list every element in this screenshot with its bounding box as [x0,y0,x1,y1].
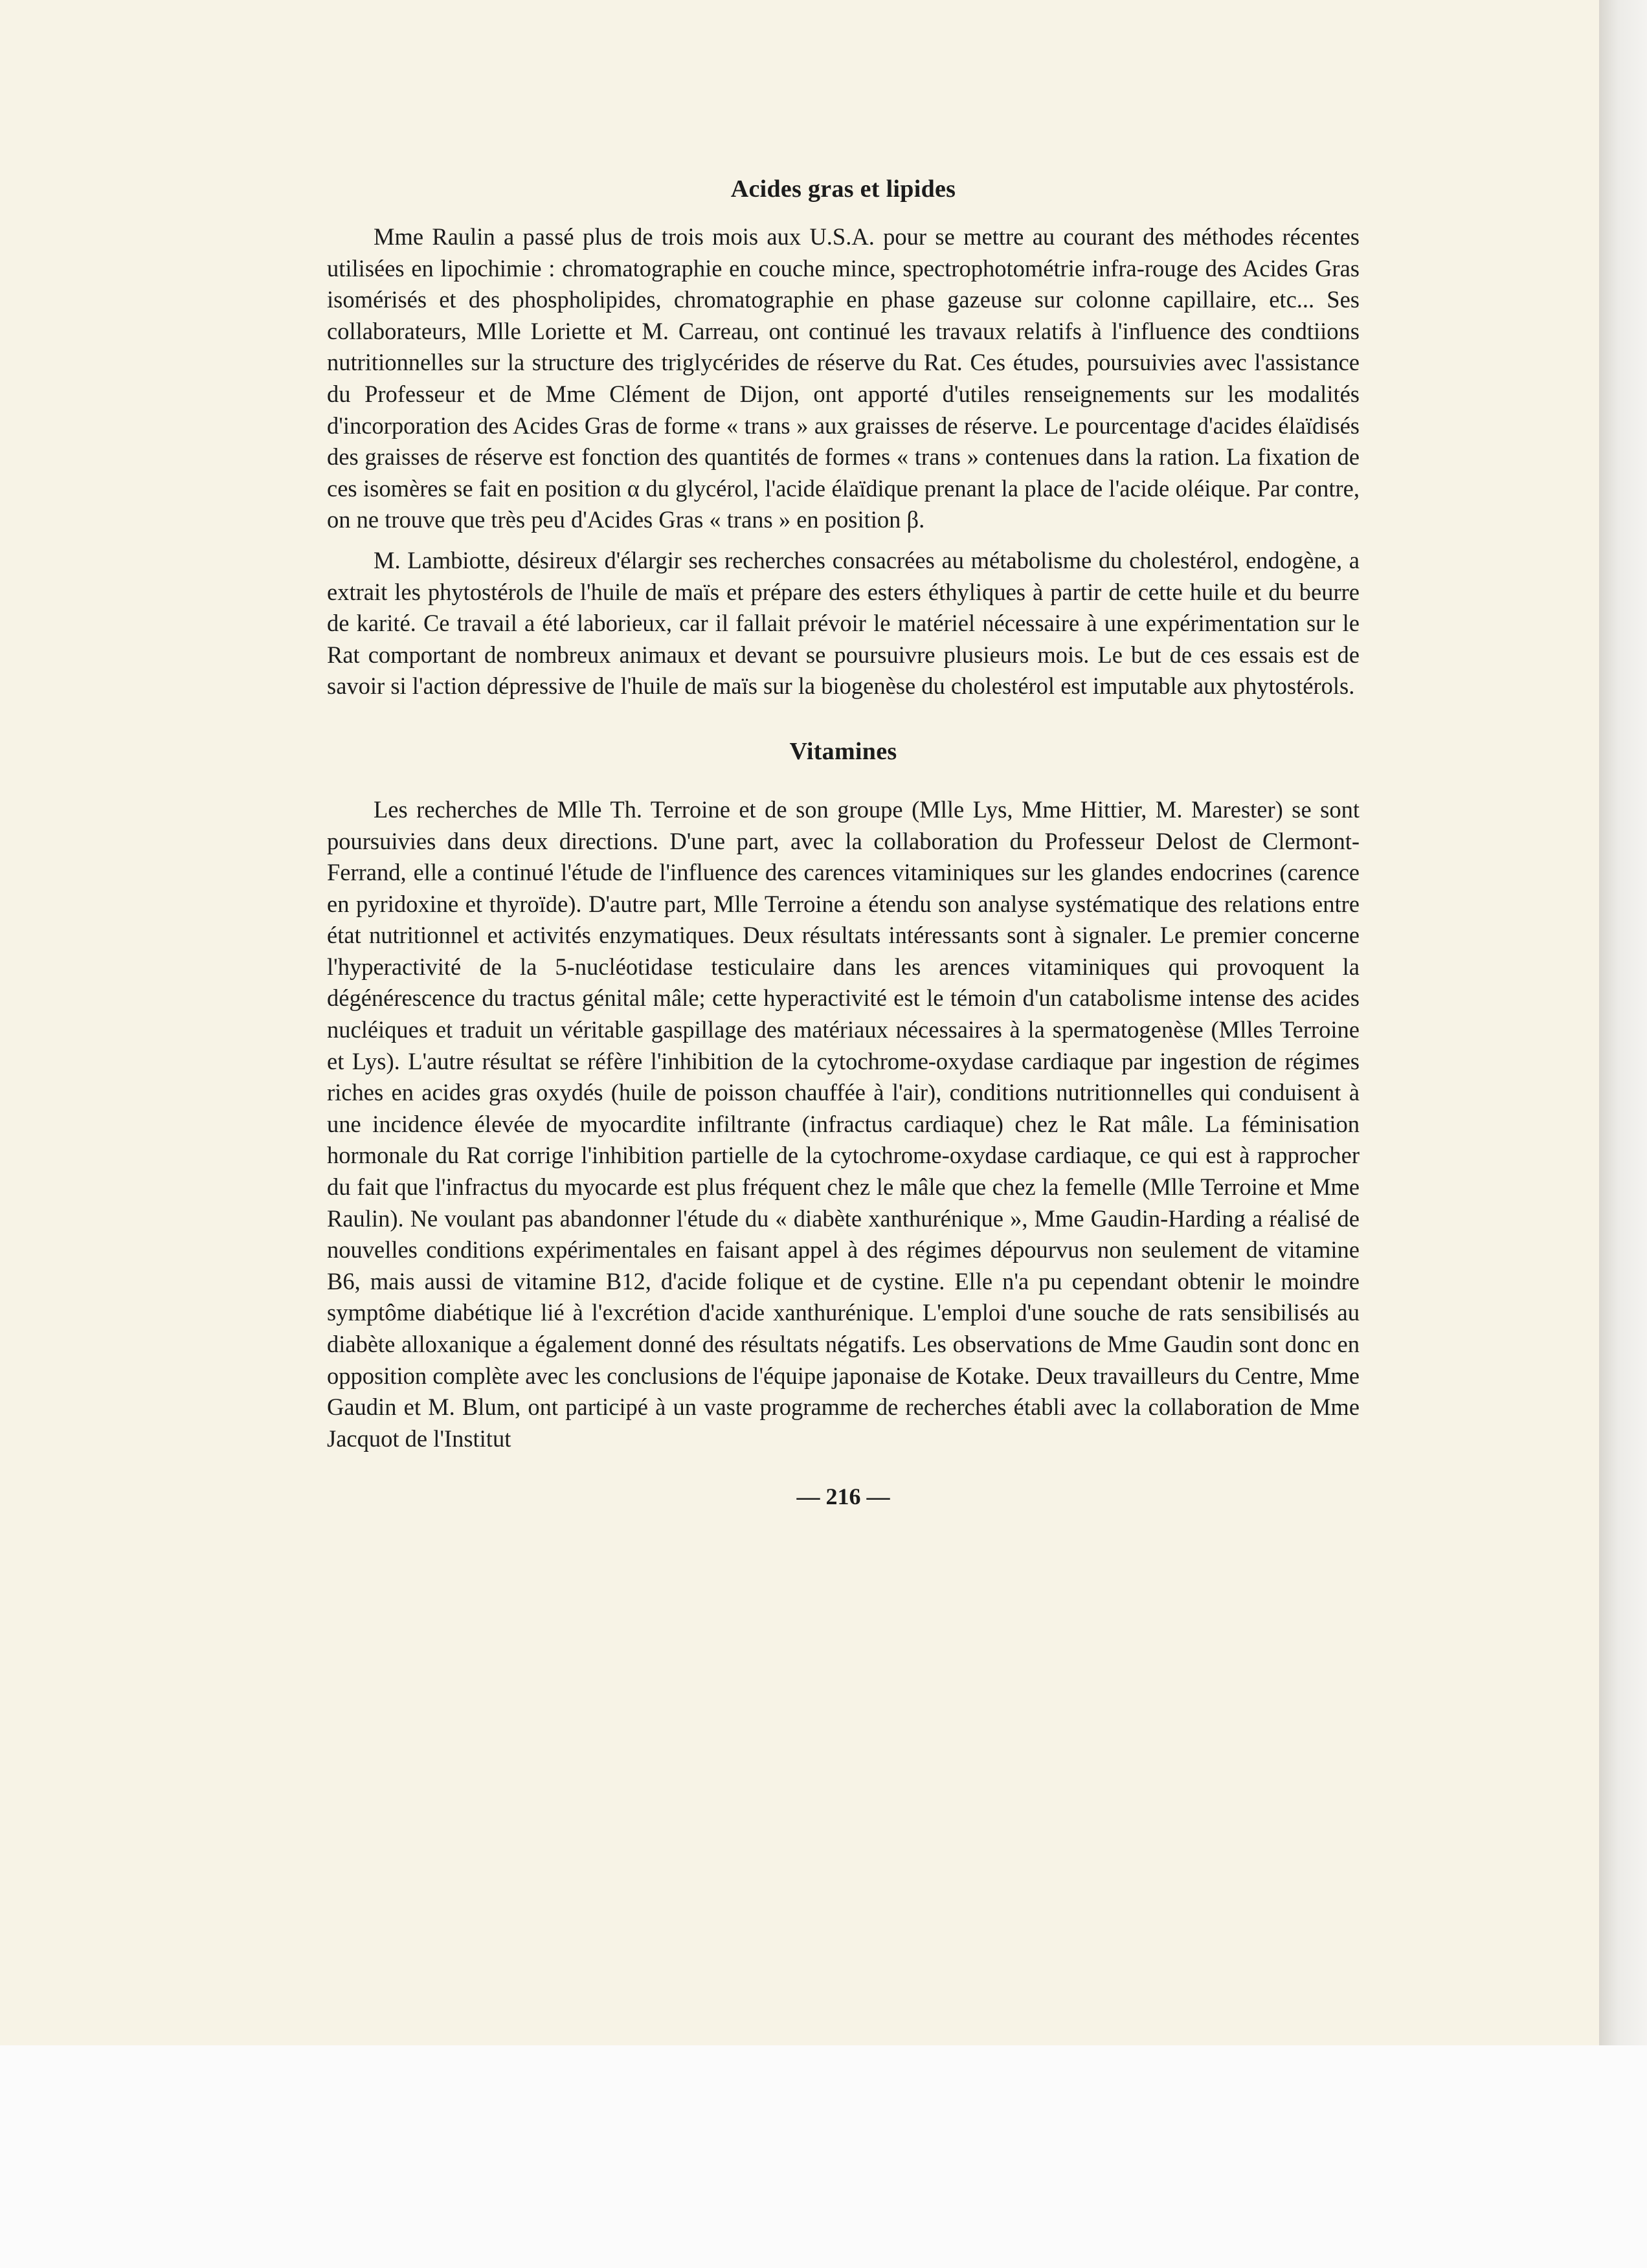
paragraph-raulin: Mme Raulin a passé plus de trois mois aux U.S.A. pour se mettre au courant des méthodes récentes utilisées en lipochimie : chromatographie en couche mince, spectrophotométrie infra-rouge des Acides Gras isomérisés et des phospholipides, chromatographie en phase gazeuse sur colonne capillaire, etc... Ses collaborateurs, Mlle Loriette et M. Carreau, ont continué les travaux relatifs à l'influence des condtiions nutritionnelles sur la structure des triglycérides de réserve du Rat. Ces études, poursuivies avec l'assistance du Professeur et de Mme Clément de Dijon, ont apporté d'utiles renseignements sur les modalités d'incorporation des Acides Gras de forme « trans » aux graisses de réserve. Le pourcentage d'acides élaïdisés des graisses de réserve est fonction des quantités de formes « trans » contenues dans la ration. La fixation de ces isomères se fait en position α du glycérol, l'acide élaïdique prenant la place de l'acide oléique. Par contre, on ne trouve que très peu d'Acides Gras « trans » en position β. [327,223,1360,533]
page-content [327,175,1360,1510]
section-heading-acides-gras: Acides gras et lipides [730,175,956,203]
page-number: — 216 — [796,1484,890,1510]
section-heading-vitamines: Vitamines [789,737,897,765]
paragraph-terroine: Les recherches de Mlle Th. Terroine et de son groupe (Mlle Lys, Mme Hittier, M. Marester) se sont poursuivies dans deux directions. D'une part, avec la collaboration du Professeur Delost de Clermont-Ferrand, elle a continué l'étude de l'influence des carences vitaminiques sur les glandes endocrines (carence en pyridoxine et thyroïde). D'autre part, Mlle Terroine a étendu son analyse systématique des relations entre état nutritionnel et activités enzymatiques. Deux résultats intéressants sont à signaler. Le premier concerne l'hyperactivité de la 5-nucléotidase testiculaire dans les arences vitaminiques qui provoquent la dégénérescence du tractus génital mâle; cette hyperactivité est le témoin d'un catabolisme intense des acides nucléiques et traduit un véritable gaspillage des matériaux nécessaires à la spermatogenèse (Mlles Terroine et Lys). L'autre résultat se réfère l'inhibition de la cytochrome-oxydase cardiaque par ingestion de régimes riches en acides gras oxydés (huile de poisson chauffée à l'air), conditions nutritionnelles qui conduisent à une incidence élevée de myocardite infiltrante (infractus cardiaque) chez le Rat mâle. La féminisation hormonale du Rat corrige l'inhibition partielle de la cytochrome-oxydase cardiaque, ce qui est à rapprocher du fait que l'infractus du myocarde est plus fréquent chez le mâle que chez la femelle (Mlle Terroine et Mme Raulin). Ne voulant pas abandonner l'étude du « diabète xanthurénique », Mme Gaudin-Harding a réalisé de nouvelles conditions expérimentales en faisant appel à des régimes dépourvus non seulement de vitamine B6, mais aussi de vitamine B12, d'acide folique et de cystine. Elle n'a pu cependant obtenir le moindre symptôme diabétique lié à l'excrétion d'acide xanthurénique. L'emploi d'une souche de rats sensibilisés au diabète alloxanique a également donné des résultats négatifs. Les observations de Mme Gaudin sont donc en opposition complète avec les conclusions de l'équipe japonaise de Kotake. Deux travailleurs du Centre, Mme Gaudin et M. Blum, ont participé à un vaste programme de recherches établi avec la collaboration de Mme Jacquot de l'Institut [327,795,1360,1452]
scan-background [0,2045,1647,2268]
paragraph-lambiotte: M. Lambiotte, désireux d'élargir ses recherches consacrées au métabolisme du cholestérol, endogène, a extrait les phytostérols de l'huile de maïs et prépare des esters éthyliques à partir de cette huile et du beurre de karité. Ce travail a été laborieux, car il fallait prévoir le matériel nécessaire à une expérimentation sur le Rat comportant de nombreux animaux et devant se poursuivre plusieurs mois. Le but de ces essais est de savoir si l'action dépressive de l'huile de maïs sur la biogenèse du cholestérol est imputable aux phytostérols. [327,546,1360,700]
page-edge [1599,0,1647,2045]
